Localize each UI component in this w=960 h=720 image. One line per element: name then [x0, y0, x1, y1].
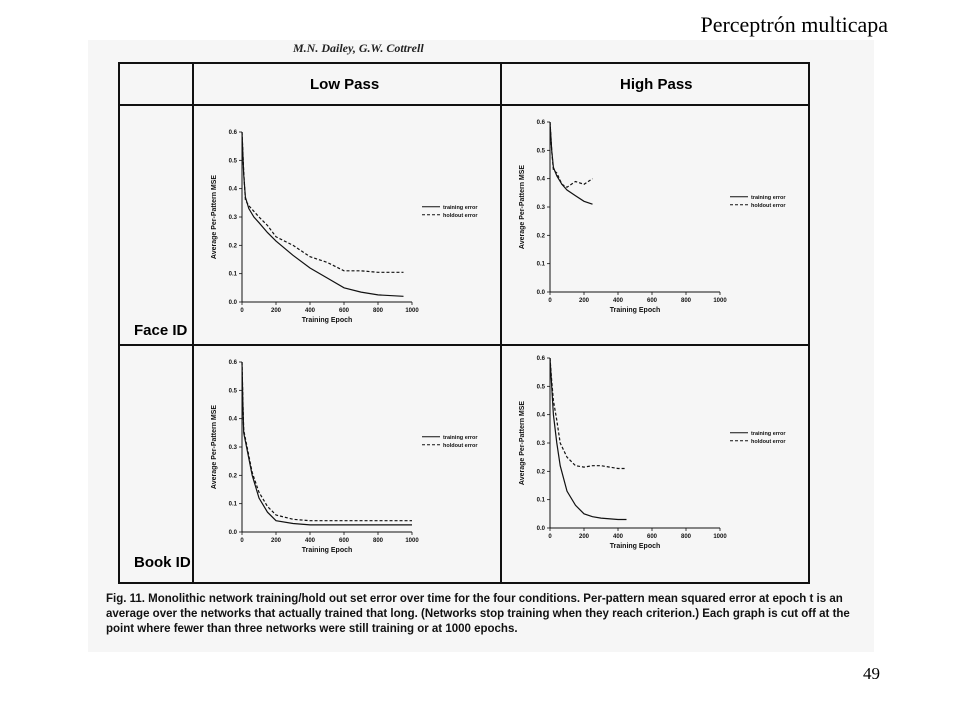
- x-tick-label: 600: [338, 308, 350, 314]
- legend-label: training error: [751, 194, 786, 201]
- running-header: M.N. Dailey, G.W. Cottrell: [293, 41, 424, 55]
- chart-panel-book-high: [506, 346, 806, 568]
- y-tick-label: 0.4: [536, 176, 545, 183]
- series-line-holdout-error: [242, 362, 412, 521]
- x-axis-label: Training Epoch: [609, 307, 661, 314]
- x-tick-label: 0: [240, 308, 244, 314]
- y-tick-label: 0.6: [536, 120, 545, 126]
- x-tick-label: 200: [270, 308, 282, 314]
- chart-book-id-low-pass: [198, 350, 498, 572]
- x-tick-label: 600: [338, 538, 350, 544]
- x-axis-label: Training Epoch: [301, 317, 353, 324]
- series-line-holdout-error: [242, 132, 404, 272]
- x-tick-label: 0: [240, 538, 244, 544]
- x-tick-label: 800: [372, 308, 384, 314]
- y-tick-label: 0.0: [228, 300, 237, 306]
- y-tick-label: 0.4: [228, 416, 237, 423]
- row-header-face-id: Face ID: [134, 322, 188, 339]
- x-tick-label: 1000: [713, 534, 727, 540]
- series-line-training-error: [242, 362, 412, 525]
- slide-title: Perceptrón multicapa: [700, 12, 888, 37]
- series-line-training-error: [242, 132, 404, 296]
- series-line-holdout-error: [550, 358, 627, 469]
- y-tick-label: 0.3: [228, 445, 237, 451]
- y-tick-label: 0.5: [536, 148, 545, 155]
- series-line-training-error: [550, 122, 593, 204]
- y-tick-label: 0.2: [536, 233, 545, 240]
- y-tick-label: 0.3: [536, 205, 545, 211]
- y-tick-label: 0.3: [228, 215, 237, 221]
- y-tick-label: 0.4: [536, 412, 545, 419]
- x-tick-label: 1000: [405, 308, 419, 314]
- y-tick-label: 0.1: [228, 501, 237, 508]
- y-tick-label: 0.3: [536, 441, 545, 447]
- y-axis-label: Average Per-Pattern MSE: [519, 400, 526, 486]
- column-header-low-pass: Low Pass: [310, 76, 380, 93]
- x-tick-label: 400: [304, 308, 316, 314]
- x-axis-label: Training Epoch: [301, 547, 353, 554]
- y-tick-label: 0.5: [228, 158, 237, 165]
- x-axis-label: Training Epoch: [609, 543, 661, 550]
- x-tick-label: 1000: [405, 538, 419, 544]
- row-header-book-id: Book ID: [134, 554, 191, 571]
- y-tick-label: 0.1: [536, 497, 545, 504]
- grid-divider: [500, 64, 502, 582]
- page-number: 49: [863, 664, 880, 683]
- y-tick-label: 0.0: [536, 290, 545, 296]
- x-tick-label: 200: [270, 538, 282, 544]
- x-tick-label: 800: [680, 534, 692, 540]
- y-tick-label: 0.2: [228, 243, 237, 250]
- x-tick-label: 0: [548, 534, 552, 540]
- legend-label: training error: [443, 204, 478, 211]
- grid-divider: [120, 104, 808, 106]
- column-header-high-pass: High Pass: [620, 76, 693, 93]
- x-tick-label: 0: [548, 298, 552, 304]
- chart-panel-book-low: [198, 350, 498, 572]
- y-tick-label: 0.0: [536, 526, 545, 532]
- chart-panel-face-high: [506, 110, 806, 332]
- figure-grid: [118, 62, 810, 584]
- chart-face-id-high-pass: [506, 110, 806, 332]
- y-tick-label: 0.5: [536, 384, 545, 391]
- chart-book-id-high-pass: [506, 346, 806, 568]
- scanned-figure: [88, 40, 874, 652]
- y-tick-label: 0.6: [228, 360, 237, 366]
- legend-label: training error: [443, 434, 478, 441]
- y-axis-label: Average Per-Pattern MSE: [519, 164, 526, 250]
- legend-label: holdout error: [443, 442, 478, 449]
- series-line-holdout-error: [550, 122, 593, 187]
- x-tick-label: 400: [612, 534, 624, 540]
- x-tick-label: 1000: [713, 298, 727, 304]
- chart-panel-face-low: [198, 120, 498, 342]
- x-tick-label: 600: [646, 534, 658, 540]
- legend-label: holdout error: [751, 438, 786, 445]
- x-tick-label: 200: [578, 534, 590, 540]
- y-tick-label: 0.1: [228, 271, 237, 278]
- figure-caption: Fig. 11. Monolithic network training/hold out set error over time for the four conditions. Per-pattern mean squared error at epoch t is an average over the networks that actually trained that long. (Networks stop training when they reach criterion.) Each graph is cut off at the point where fewer than three networks were still training or at 1000 epochs.: [106, 593, 850, 635]
- y-tick-label: 0.2: [536, 469, 545, 476]
- x-tick-label: 200: [578, 298, 590, 304]
- y-tick-label: 0.6: [536, 356, 545, 362]
- y-tick-label: 0.0: [228, 530, 237, 536]
- x-tick-label: 400: [304, 538, 316, 544]
- y-tick-label: 0.6: [228, 130, 237, 136]
- x-tick-label: 400: [612, 298, 624, 304]
- y-tick-label: 0.1: [536, 261, 545, 268]
- x-tick-label: 800: [680, 298, 692, 304]
- y-tick-label: 0.5: [228, 388, 237, 395]
- y-tick-label: 0.2: [228, 473, 237, 480]
- x-tick-label: 800: [372, 538, 384, 544]
- y-axis-label: Average Per-Pattern MSE: [211, 404, 218, 490]
- legend-label: training error: [751, 430, 786, 437]
- y-axis-label: Average Per-Pattern MSE: [211, 174, 218, 260]
- grid-divider: [192, 64, 194, 582]
- legend-label: holdout error: [443, 212, 478, 219]
- y-tick-label: 0.4: [228, 186, 237, 193]
- x-tick-label: 600: [646, 298, 658, 304]
- legend-label: holdout error: [751, 202, 786, 209]
- series-line-training-error: [550, 358, 627, 520]
- chart-face-id-low-pass: [198, 120, 498, 342]
